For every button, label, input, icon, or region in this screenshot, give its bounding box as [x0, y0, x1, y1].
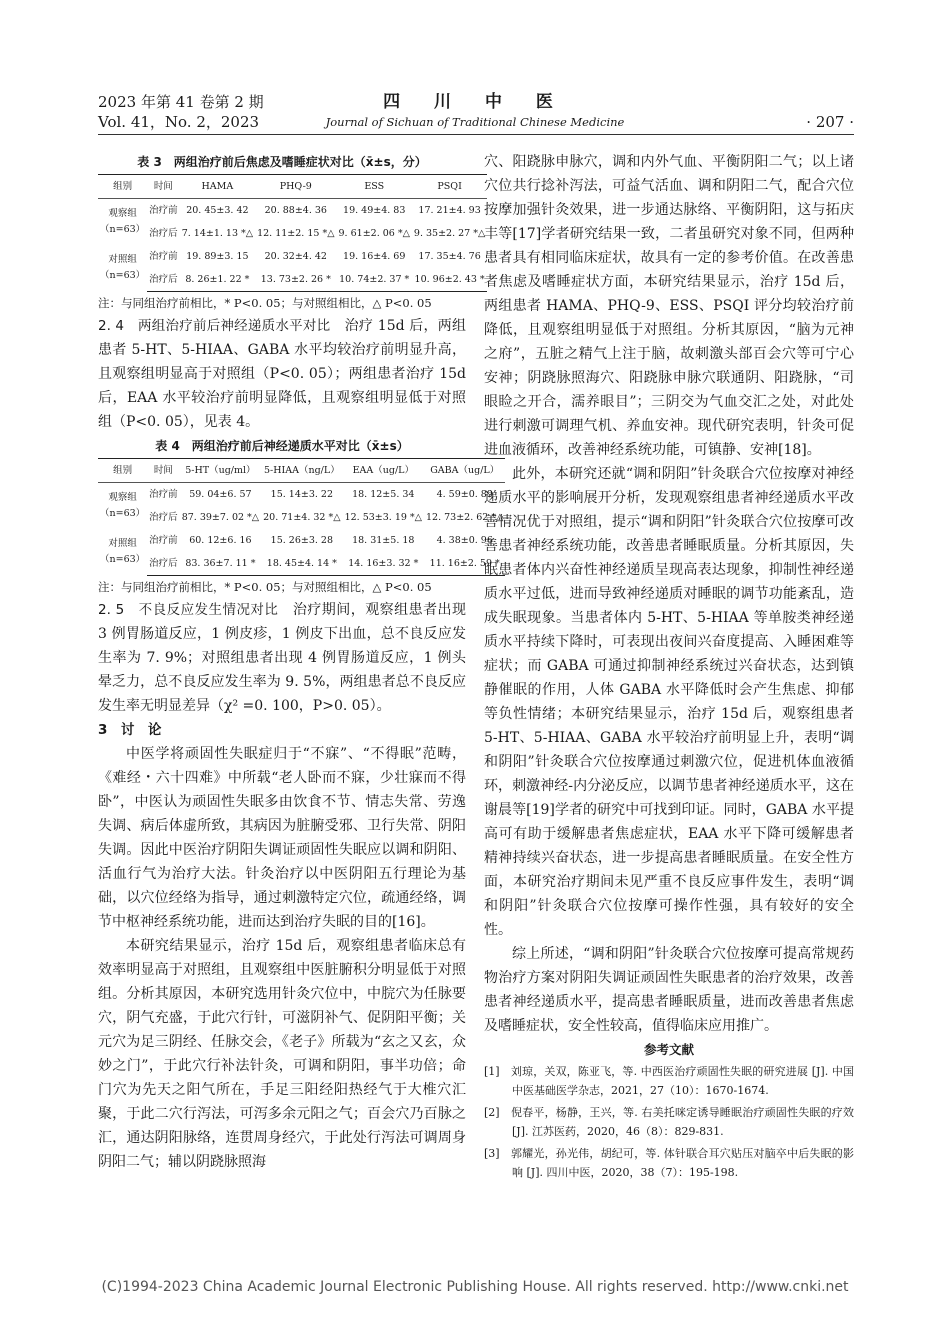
table-cell: 治疗前 — [149, 535, 178, 546]
paragraph: 中医学将顽固性失眠症归于“不寐”、“不得眠”范畴，《难经・六十四难》中所载“老人卧而不寐，少壮寐而不得卧”，中医认为顽固性失眠多由饮食不节、情志失常、劳逸失调、病后体虚所致，其病因为脏腑受邪、卫行失常、阴阳失调。因此中医治疗阴阳失调证顽固性失眠应以调和阴阳、活血行气为治疗大法。针灸治疗以中医阴阳五行理论为基础，以穴位经络为指导，通过刺激特定穴位，疏通经络，调节中枢神经系统功能，进而达到治疗失眠的目的[16]。 — [98, 746, 466, 930]
group-label: 观察组 （n=63） — [100, 492, 146, 519]
table-cell: 治疗前 — [149, 205, 178, 216]
paragraph: 此外，本研究还就“调和阴阳”针灸联合穴位按摩对神经递质水平的影响展开分析，发现观察组患者神经递质水平改善情况优于对照组，提示“调和阴阳”针灸联合穴位按摩可改善患者神经系统功能，改善患者睡眠质量。分析其原因，失眠患者体内兴奋性神经递质呈现高表达现象，抑制性神经递质水平过低，进而导致神经递质对睡眠的调节功能紊乱，造成失眠现象。当患者体内 5-HT、5-HIAA 等单胺类神经递质水平持续下降时，可表现出夜间兴奋度提高、入睡困难等症状；而 GABA 可通过抑制神经系统过兴奋状态，达到镇静催眠的作用，人体 GABA 水平降低时会产生焦虑、抑郁等负性情绪；本研究结果显示，治疗 15d 后，观察组患者 5-HT、5-HIAA、GABA 水平较治疗前明显上升，表明“调和阴阳”针灸联合穴位按摩通过刺激穴位，促进机体血液循环，刺激神经-内分泌反应，以调节患者神经递质水平，这在谢晨等[19]学者的研究中可找到印证。同时，GABA 水平提高可有助于缓解患者焦虑症状，EAA 水平下降可缓解患者精神持续兴奋状态，进一步提高患者睡眠质量。在安全性方面，本研究治疗期间未见严重不良反应事件发生，表明“调和阴阳”针灸联合穴位按摩可操作性强，具有较好的安全性。 — [484, 466, 854, 938]
table-cell: 15. 26±3. 28 — [270, 535, 334, 546]
table-cell: 20. 88±4. 36 — [264, 205, 327, 216]
table-cell: 18. 45±4. 14 * — [261, 552, 342, 576]
table-cell: 10. 96±2. 43 * — [412, 268, 487, 292]
section-3-title: 3 讨 论 — [98, 722, 162, 738]
copyright-footer: (C)1994-2023 China Academic Journal Electronic Publishing House. All rights reserved. http://www.cnki.net — [101, 1279, 849, 1295]
table3-header: 组别 — [98, 175, 147, 199]
table4-header: 组别 — [98, 459, 147, 483]
table-cell: 7. 14±1. 13 *△ — [181, 228, 254, 239]
group-label: 对照组 （n=63） — [100, 538, 146, 566]
table3-header: PSQI — [412, 175, 487, 199]
table-cell: 18. 12±5. 34 — [352, 489, 415, 500]
table-cell: 10. 74±2. 37 * — [337, 268, 412, 292]
section-2-4-body: 治疗 15d 后，两组患者 5-HT、5-HIAA、GABA 水平均较治疗前明显升高，且观察组明显高于对照组（P<0. 05）；两组患者治疗 15d 后，EAA 水平较治疗前明显降低，且观察组明显低于对照组（P<0. 05），见表 4。 — [98, 318, 466, 430]
reference-item: [1] 刘琼，关双，陈亚飞，等. 中西医治疗顽固性失眠的研究进展 [J]. 中国中医基础医学杂志，2021，27（10）：1670-1674. — [484, 1065, 854, 1097]
table-cell: 14. 16±3. 32 * — [343, 552, 424, 576]
table3-caption: 表 3 两组治疗前后焦虑及嗜睡症状对比（x̄±s，分） — [137, 155, 427, 169]
table-cell: 12. 53±3. 19 *△ — [344, 512, 422, 523]
table4-header: 时间 — [147, 459, 180, 483]
table4-caption: 表 4 两组治疗前后神经递质水平对比（x̄±s） — [155, 439, 409, 453]
table-cell: 9. 35±2. 27 *△ — [413, 228, 486, 239]
table-cell: 4. 59±0. 89 — [436, 489, 493, 500]
reference-item: [3] 郭耀光，孙光伟，胡纪可，等. 体针联合耳穴贴压对脑卒中后失眠的影响 [J]. 四川中医，2020，38（7）：195-198. — [484, 1147, 854, 1179]
issue-info — [98, 92, 264, 132]
group-label: 观察组 （n=63） — [100, 208, 146, 235]
table-cell: 20. 71±4. 32 *△ — [263, 512, 341, 523]
table3-header: HAMA — [180, 175, 255, 199]
left-column — [98, 150, 504, 1174]
table-cell: 8. 26±1. 22 * — [180, 268, 255, 292]
table-row — [98, 245, 487, 268]
table-cell: 83. 36±7. 11 * — [180, 552, 261, 576]
table-cell: 12. 11±2. 15 *△ — [257, 228, 335, 239]
table-cell: 19. 89±3. 15 — [186, 251, 249, 262]
section-2-5-body: 治疗期间，观察组患者出现 3 例胃肠道反应，1 例皮疹，1 例皮下出血，总不良反应发生率为 7. 9%；对照组患者出现 4 例胃肠道反应，1 例头晕乏力，总不良反应发生率为 9. 5%，两组患者总不良反应发生率无明显差异（χ² =0. 100，P>0. 05）。 — [98, 602, 467, 714]
reference-item: [2] 倪春平，杨静，王兴，等. 右美托咪定诱导睡眠治疗顽固性失眠的疗效 [J]. 江苏医药，2020，46（8）：829-831. — [484, 1106, 854, 1138]
table-cell: 治疗后 — [149, 512, 178, 523]
table4-header: EAA（ug/L） — [343, 459, 424, 483]
table-cell: 11. 16±2. 59 * — [424, 552, 505, 576]
paragraph: 本研究结果显示，治疗 15d 后，观察组患者临床总有效率明显高于对照组，且观察组中医脏腑积分明显低于对照组。分析其原因，本研究选用针灸穴位中，中脘穴为任脉要穴，阴气充盛，于此穴行针，可滋阴补气、促阴阳平衡；关元穴为足三阴经、任脉交会，《老子》所载为“玄之又玄，众妙之门”，于此穴行补法针灸，可调和阴阳，事半功倍；命门穴为先天之阳气所在，手足三阳经阳热经气于大椎穴汇聚，于此二穴行泻法，可泻多余元阳之气；百会穴乃百脉之汇，通达阴阳脉络，连贯周身经穴，于此处行泻法可调周身阴阳二气；辅以阴跷脉照海 — [98, 938, 466, 1170]
table-cell: 4. 38±0. 96 — [436, 535, 493, 546]
table-row — [98, 199, 487, 223]
table-row — [98, 268, 487, 292]
table-row — [98, 506, 505, 529]
section-2-4 — [98, 314, 466, 434]
table-cell: 治疗后 — [147, 268, 180, 292]
table4-note: 注：与同组治疗前相比，* P<0. 05；与对照组相比，△ P<0. 05 — [98, 580, 432, 594]
table3-header: ESS — [337, 175, 412, 199]
header-rule — [98, 134, 854, 135]
table3 — [98, 174, 487, 292]
table-cell: 15. 14±3. 22 — [270, 489, 334, 500]
table4 — [98, 458, 505, 576]
table-cell: 19. 49±4. 83 — [343, 205, 406, 216]
table-cell: 59. 04±6. 57 — [189, 489, 252, 500]
table-row — [98, 483, 505, 507]
page-number: · 207 · — [806, 113, 854, 131]
table-cell: 治疗前 — [149, 251, 178, 262]
journal-title-cn: 四 川 中 医 — [383, 92, 567, 112]
section-2-5-title: 2. 5 不良反应发生情况对比 — [98, 602, 279, 618]
paragraph: 穴、阳跷脉申脉穴，调和内外气血、平衡阴阳二气；以上诸穴位共行捻补泻法，可益气活血、调和阴阳二气，配合穴位按摩加强针灸效果，进一步通达脉络、平衡阴阳，这与拓庆丰等[17]学者研究结果一致，二者虽研究对象不同，但两种患者具有相同临床症状，故具有一定的参考价值。在改善患者焦虑及嗜睡症状方面，本研究结果显示，治疗 15d 后，两组患者 HAMA、PHQ-9、ESS、PSQI 评分均较治疗前降低，且观察组明显低于对照组。分析其原因，“脑为元神之府”，五脏之精气上注于脑，故刺激头部百会穴等可宁心安神；阴跷脉照海穴、阳跷脉申脉穴联通阴、阳跷脉，“司眼睑之开合，濡养眼目”；三阴交为气血交汇之处，对此处进行刺激可调理气机、养血安神。现代研究表明，针灸可促进血液循环，改善神经系统功能，可镇静、安神[18]。 — [484, 154, 854, 458]
table-cell: 60. 12±6. 16 — [189, 535, 252, 546]
right-column — [484, 150, 854, 1185]
references-title: 参考文献 — [643, 1042, 694, 1057]
paragraph: 综上所述，“调和阴阳”针灸联合穴位按摩可提高常规药物治疗方案对阴阳失调证顽固性失眠患者的治疗效果，改善患者神经递质水平，提高患者睡眠质量，进而改善患者焦虑及嗜睡症状，安全性较高，值得临床应用推广。 — [484, 946, 854, 1034]
table-cell: 19. 16±4. 69 — [343, 251, 406, 262]
table3-note: 注：与同组治疗前相比，* P<0. 05；与对照组相比，△ P<0. 05 — [98, 296, 432, 310]
issue-cn: 2023 年第 41 卷第 2 期 — [98, 93, 264, 111]
table-cell: 20. 45±3. 42 — [186, 205, 249, 216]
table-cell: 12. 73±2. 62 *△ — [426, 512, 504, 523]
table-cell: 治疗后 — [147, 552, 180, 576]
journal-title — [300, 92, 650, 132]
table-cell: 13. 73±2. 26 * — [255, 268, 336, 292]
table-cell: 17. 21±4. 93 — [418, 205, 481, 216]
journal-title-en: Journal of Sichuan of Traditional Chinese Medicine — [325, 115, 625, 129]
table-cell: 治疗前 — [149, 489, 178, 500]
issue-en: Vol. 41，No. 2，2023 — [98, 113, 260, 131]
table3-header: PHQ-9 — [255, 175, 336, 199]
table3-header: 时间 — [147, 175, 180, 199]
table4-header: 5-HIAA（ng/L） — [261, 459, 342, 483]
table4-header: GABA（ug/L） — [424, 459, 505, 483]
table-cell: 9. 61±2. 06 *△ — [338, 228, 410, 239]
table-cell: 20. 32±4. 42 — [264, 251, 327, 262]
table-cell: 18. 31±5. 18 — [352, 535, 415, 546]
group-label: 对照组 （n=63） — [100, 254, 146, 282]
table-row — [98, 222, 487, 245]
table-cell: 治疗后 — [149, 228, 178, 239]
table4-header: 5-HT（ug/ml） — [180, 459, 261, 483]
table-row — [98, 552, 505, 576]
section-2-4-title: 2. 4 两组治疗前后神经递质水平对比 — [98, 318, 331, 334]
table-row — [98, 529, 505, 552]
table-cell: 17. 35±4. 76 — [418, 251, 481, 262]
table-cell: 87. 39±7. 02 *△ — [181, 512, 260, 523]
section-2-5 — [98, 598, 466, 718]
